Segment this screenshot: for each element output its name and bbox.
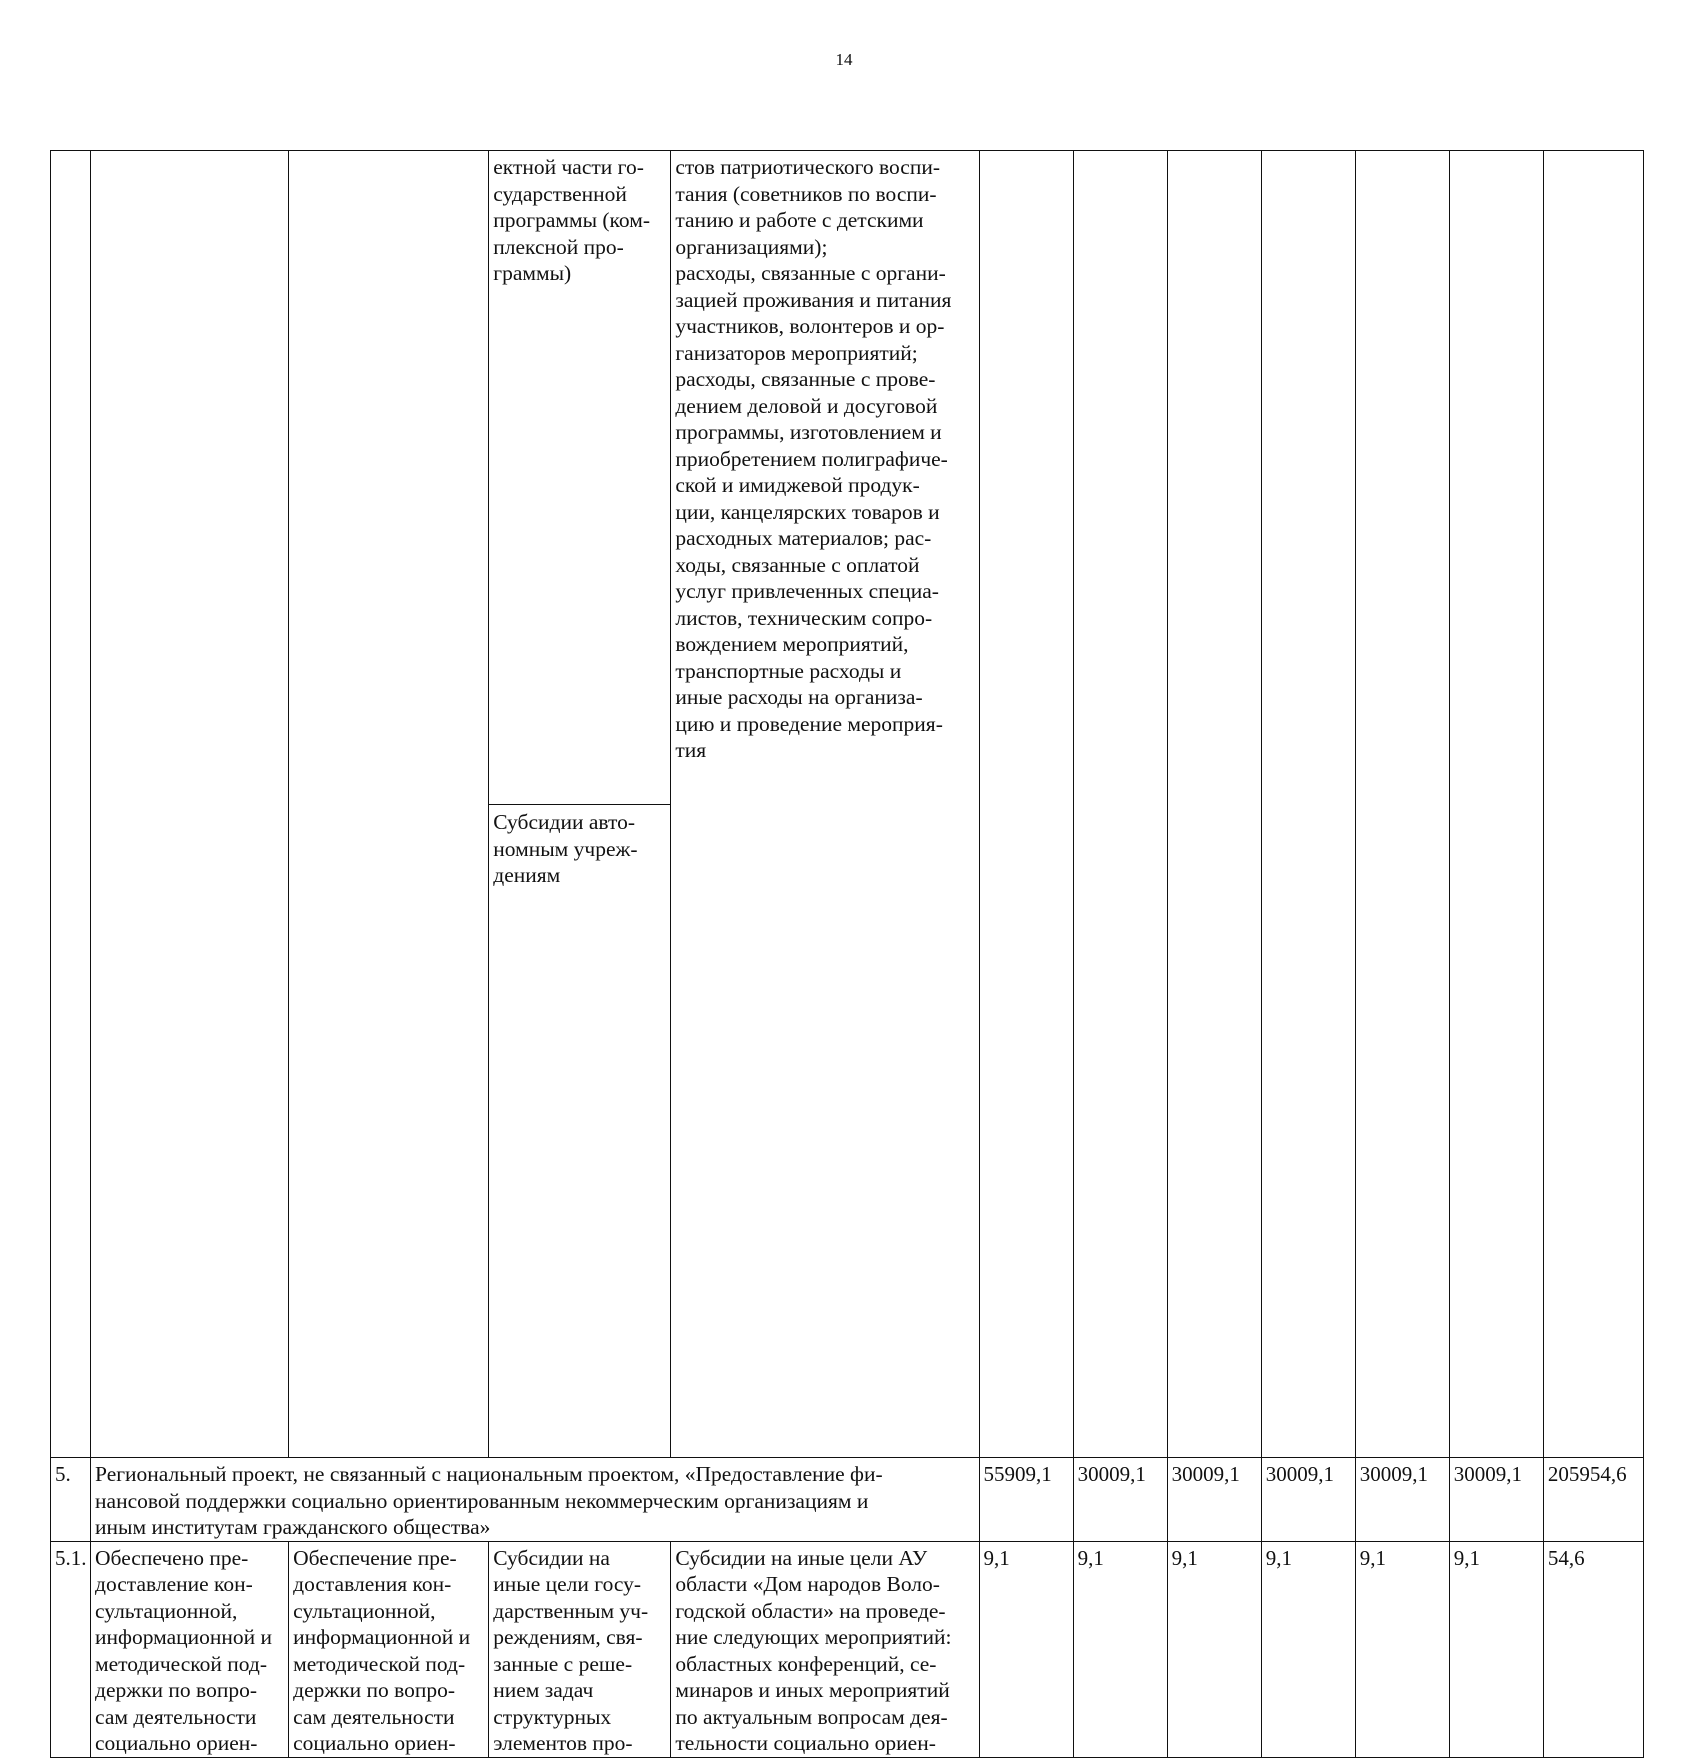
row51-event: Обеспечение пре- доставления кон- сультационной, информационной и методической под- держки по вопро- сам деятельности социально ориен- <box>289 1541 489 1757</box>
row5-value-total: 205954,6 <box>1543 1458 1643 1542</box>
cont-cell-result <box>91 151 289 1458</box>
table-row-5-1 <box>51 1541 1644 1757</box>
cont-cell-event <box>289 151 489 1458</box>
row51-value-year-3: 9,1 <box>1167 1541 1261 1757</box>
cont-cell-funding-type <box>489 151 671 1458</box>
cont-cell-description: стов патриотического воспи- тания (советников по воспи- танию и работе с детскими организациями); расходы, связанные с органи- зацией проживания и питания участников, волонтеров и ор- ганизаторов мероприятий; расходы, связанные с прове- дением деловой и досуговой программы, изготовлением и приобретением полиграфиче- ской и имиджевой продук- ции, канцелярских товаров и расходных материалов; рас- ходы, связанные с оплатой услуг привлеченных специа- листов, техническим сопро- вождением мероприятий, транспортные расходы и иные расходы на организа- цию и проведение мероприя- тия <box>671 151 979 1458</box>
cont-cell-year-1 <box>979 151 1073 1458</box>
row51-funding-type: Субсидии на иные цели госу- дарственным уч- реждениям, свя- занные с реше- нием задач структурных элементов про- <box>489 1541 671 1757</box>
row51-value-year-4: 9,1 <box>1261 1541 1355 1757</box>
row5-project-title: Региональный проект, не связанный с национальным проектом, «Предоставление фи- нансовой поддержки социально ориентированным некоммерческим организациям и иным институтам гражданского общества» <box>91 1458 980 1542</box>
cont-cell-year-4 <box>1261 151 1355 1458</box>
row51-value-total: 54,6 <box>1543 1541 1643 1757</box>
row5-value-year-6: 30009,1 <box>1449 1458 1543 1542</box>
row51-description: Субсидии на иные цели АУ области «Дом народов Воло- годской области» на проведе- ние следующих мероприятий: областных конференций, се- минаров и иных мероприятий по актуальным вопросам дея- тельности социально ориен- <box>671 1541 979 1757</box>
cont-cell-total <box>1543 151 1643 1458</box>
cont-cell-year-2 <box>1073 151 1167 1458</box>
row5-value-year-1: 55909,1 <box>979 1458 1073 1542</box>
table-row-continuation <box>51 151 1644 1458</box>
row5-number: 5. <box>51 1458 91 1542</box>
row51-value-year-1: 9,1 <box>979 1541 1073 1757</box>
cont-funding-type-bottom: Субсидии авто- номным учреж- дениям <box>493 810 638 887</box>
cont-cell-num <box>51 151 91 1458</box>
row5-value-year-2: 30009,1 <box>1073 1458 1167 1542</box>
cont-cell-year-5 <box>1355 151 1449 1458</box>
row51-number: 5.1. <box>51 1541 91 1757</box>
row5-value-year-3: 30009,1 <box>1167 1458 1261 1542</box>
table-row-5 <box>51 1458 1644 1542</box>
cont-cell-year-6 <box>1449 151 1543 1458</box>
row5-value-year-4: 30009,1 <box>1261 1458 1355 1542</box>
page-number: 14 <box>835 50 853 69</box>
row5-value-year-5: 30009,1 <box>1355 1458 1449 1542</box>
row51-value-year-2: 9,1 <box>1073 1541 1167 1757</box>
cont-funding-type-top: ектной части го- сударственной программы (ком- плексной про- граммы) <box>489 151 670 805</box>
row51-value-year-5: 9,1 <box>1355 1541 1449 1757</box>
row51-value-year-6: 9,1 <box>1449 1541 1543 1757</box>
cont-cell-year-3 <box>1167 151 1261 1458</box>
program-table <box>50 150 1644 1758</box>
row51-result: Обеспечено пре- доставление кон- сультационной, информационной и методической под- держки по вопро- сам деятельности социально ориен- <box>91 1541 289 1757</box>
